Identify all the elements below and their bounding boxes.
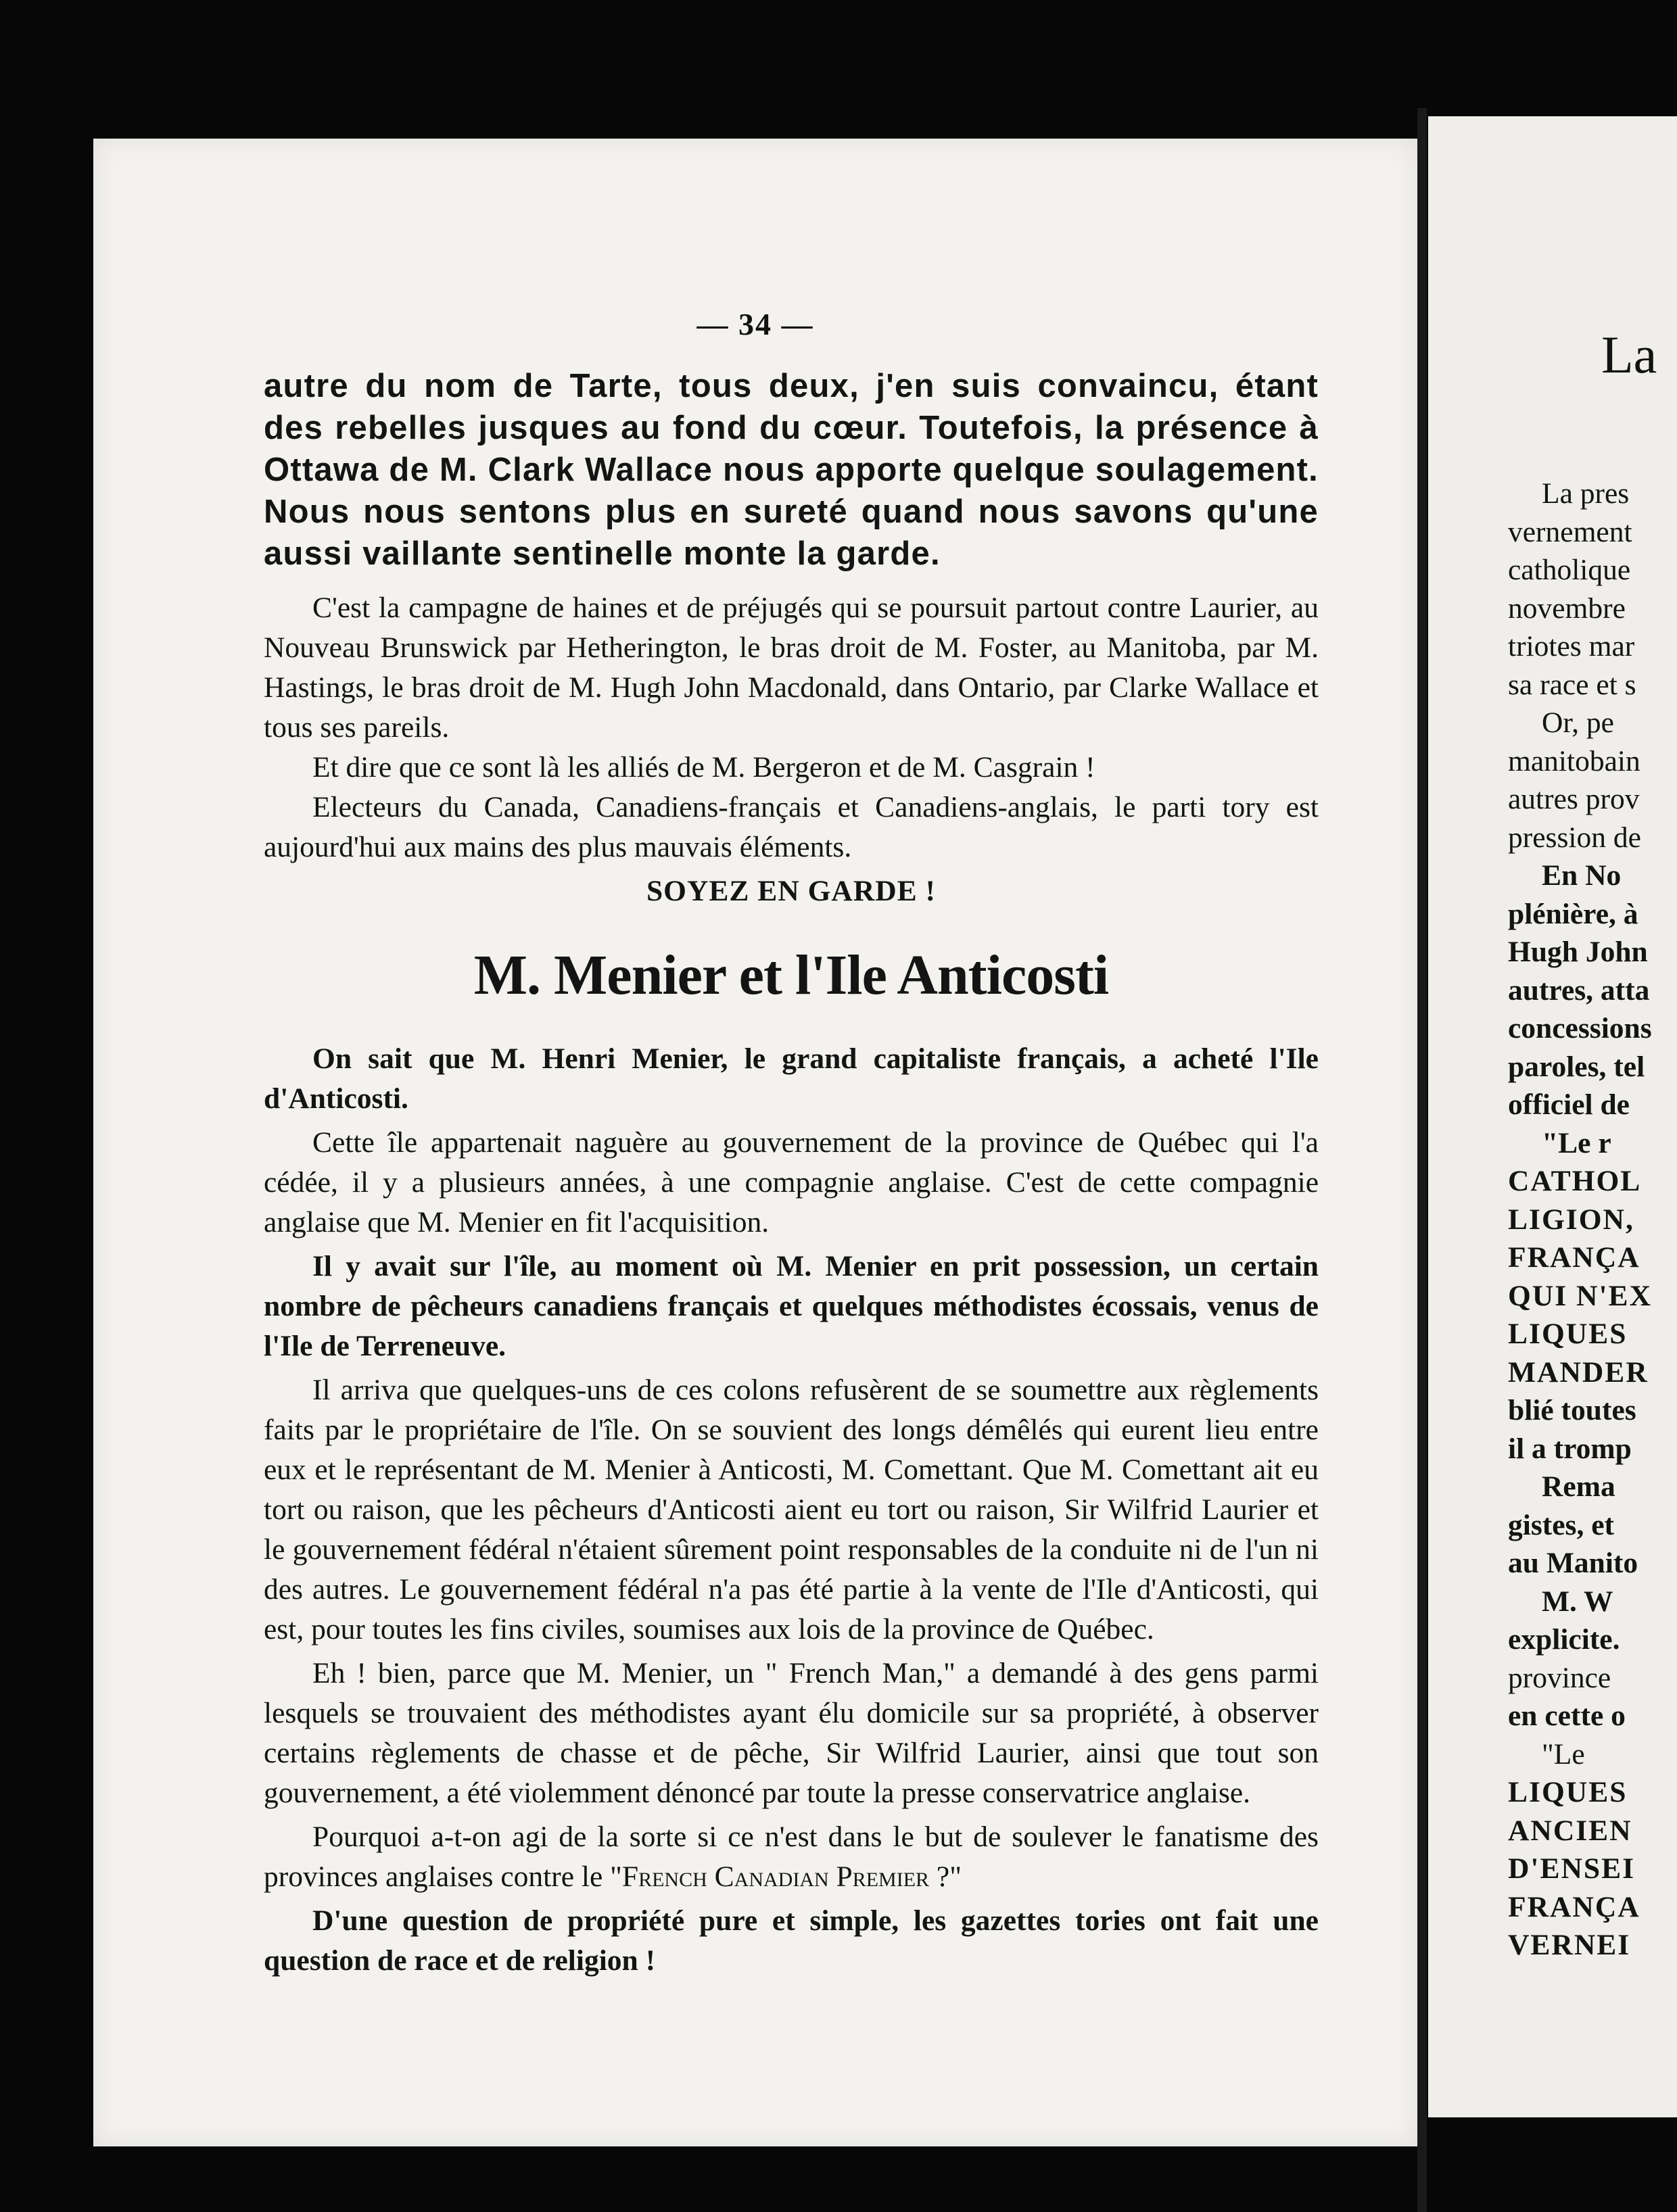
paragraph-fanaticism (264, 1817, 1319, 1897)
right-page-line: En No (1542, 859, 1622, 892)
right-page-line: vernement (1508, 515, 1632, 548)
right-page-line: novembre (1508, 592, 1626, 625)
right-page-line: explicite. (1508, 1623, 1620, 1656)
right-page-line: blié toutes (1508, 1394, 1636, 1426)
right-page-line: triotes mar (1508, 630, 1635, 663)
right-page-line: La pres (1542, 477, 1630, 510)
paragraph-fishermen: Il y avait sur l'île, au moment où M. Menier en prit possession, un certain nombre de pêcheurs canadiens français et quelques méthodistes écossais, venus de l'Ile de Terreneuve. (264, 1250, 1319, 1362)
french-canadian-premier: French Canadian Premier (621, 1860, 930, 1893)
lead-paragraph: autre du nom de Tarte, tous deux, j'en suis convaincu, étant des rebelles jusques au fond du cœur. Toutefois, la présence à Ottawa de M. Clark Wallace nous apporte quelque soulagement. Nous nous sentons plus en sureté quand nous savons qu'une aussi vaillante sentinelle monte la garde. (264, 368, 1319, 572)
right-page-line: sa race et s (1508, 668, 1636, 701)
right-page-line: D'ENSEI (1508, 1852, 1636, 1885)
section-title: M. Menier et l'Ile Anticosti (473, 944, 1109, 1007)
paragraph-disputes: Il arriva que quelques-uns de ces colons refusèrent de se soumettre aux règlements faits par le propriétaire de l'île. On se souvient des longs démêlés qui eurent lieu entre eux et le représentant de M. Menier à Anticosti, M. Comettant. Que M. Comettant ait eu tort ou raison, que les pêcheurs d'Anticosti aient eu tort ou raison, Sir Wilfrid Laurier et le gouvernement fédéral n'étaient sûrement point responsables de la conduite ni de l'un ni des autres. Le gouvernement fédéral n'a pas été partie à la vente de l'Ile d'Anticosti, qui est, pour toutes les fins civiles, soumises aux lois de la province de Québec. (264, 1374, 1319, 1645)
fanaticism-end: ?" (929, 1860, 962, 1893)
paragraph-purchase: On sait que M. Henri Menier, le grand capitaliste français, a acheté l'Ile d'Anticosti. (264, 1042, 1319, 1115)
page-number: — 34 — (696, 307, 814, 341)
right-page-text (1508, 475, 1677, 1965)
right-page-line: pression de (1508, 821, 1641, 854)
right-page-line: Rema (1542, 1470, 1615, 1503)
right-page-line: LIQUES (1508, 1776, 1628, 1808)
right-page-line: paroles, tel (1508, 1050, 1645, 1083)
paragraph-race-religion: D'une question de propriété pure et simple, les gazettes tories ont fait une question de race et de religion ! (264, 1904, 1319, 1977)
warning-line: SOYEZ EN GARDE ! (646, 875, 937, 907)
right-page-line: manitobain (1508, 744, 1640, 777)
right-page-line: LIQUES (1508, 1318, 1628, 1350)
right-page-line: VERNEI (1508, 1929, 1631, 1961)
paragraph-allies: Et dire que ce sont là les alliés de M. Bergeron et de M. Casgrain ! (312, 751, 1095, 784)
right-page-line: catholique (1508, 554, 1631, 586)
right-page-line: concessions (1508, 1012, 1652, 1044)
right-page-line: "Le r (1542, 1126, 1611, 1159)
paragraph-electors: Electeurs du Canada, Canadiens-français et Canadiens-anglais, le parti tory est aujourd'hui aux mains des plus mauvais éléments. (264, 791, 1319, 863)
paragraph-french-man: Eh ! bien, parce que M. Menier, un " French Man," a demandé à des gens parmi lesquels se trouvaient des méthodistes ayant élu domicile sur sa propriété, à observer certains règlements de chasse et de pêche, Sir Wilfrid Laurier, ainsi que tout son gouvernement, a été violemment dénoncé par toute la presse conservatrice anglaise. (264, 1657, 1319, 1809)
right-page-line: autres, atta (1508, 973, 1650, 1007)
right-page-line: plénière, à (1508, 897, 1638, 930)
right-page-line: en cette o (1508, 1700, 1626, 1732)
right-page-line: il a tromp (1508, 1432, 1632, 1465)
right-page-line: LIGION, (1508, 1203, 1634, 1236)
right-page-line: QUI N'EX (1508, 1279, 1652, 1312)
right-page (1428, 116, 1677, 2117)
paragraph-island-history: Cette île appartenait naguère au gouvernement de la province de Québec qui l'a cédée, il y a plusieurs années, à une compagnie anglaise. C'est de cette compagnie anglaise que M. Menier en fit l'acquisition. (264, 1126, 1319, 1239)
right-page-line: officiel de (1508, 1088, 1630, 1121)
right-page-line: FRANÇA (1508, 1890, 1640, 1923)
right-page-line: Or, pe (1542, 706, 1614, 739)
right-page-line: "Le (1542, 1737, 1585, 1771)
right-page-line: gistes, et (1508, 1508, 1615, 1541)
right-page-line: FRANÇA (1508, 1241, 1640, 1274)
right-page-line: Hugh John (1508, 936, 1648, 968)
paragraph-campaign: C'est la campagne de haines et de préjugés qui se poursuit partout contre Laurier, au Nouveau Brunswick par Hetherington, le bras droit de M. Foster, au Manitoba, par M. Hastings, le bras droit de M. Hugh John Macdonald, dans Ontario, par Clarke Wallace et tous ses pareils. (264, 592, 1319, 744)
right-page-line: ANCIEN (1508, 1814, 1632, 1847)
book-gutter (1417, 108, 1427, 2212)
right-page-line: MANDER (1508, 1355, 1649, 1389)
right-page-title: La (1601, 325, 1657, 384)
right-page-line: province (1508, 1661, 1611, 1694)
text-column (264, 365, 1319, 1981)
right-page-line: M. W (1542, 1585, 1613, 1618)
left-page (93, 139, 1417, 2146)
fanaticism-text: Pourquoi a-t-on agi de la sorte si ce n'est dans le but de soulever le fanatisme des provinces anglaises contre le " (264, 1821, 1319, 1893)
right-page-line: au Manito (1508, 1547, 1638, 1579)
right-page-line: CATHOL (1508, 1165, 1642, 1197)
right-page-line: autres prov (1508, 783, 1640, 815)
